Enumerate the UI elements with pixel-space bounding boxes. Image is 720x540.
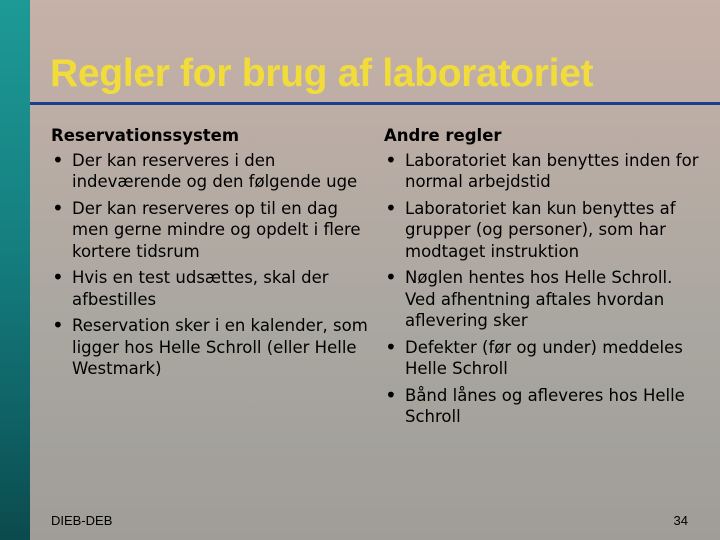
right-bullet-list [384, 147, 704, 428]
bullet-icon: • [385, 147, 397, 172]
list-item [384, 267, 704, 332]
bullet-icon: • [385, 265, 397, 289]
bullet-text: Hvis en test udsættes, skal der afbestilles [72, 268, 329, 309]
bullet-icon: • [52, 195, 64, 220]
bullet-icon: • [385, 334, 397, 359]
bullet-text: Nøglen hentes hos Helle Schroll. Ved afhentning aftales hvordan aflevering sker [405, 268, 673, 330]
list-item [51, 195, 371, 263]
bullet-icon: • [385, 195, 397, 220]
bullet-text: Reservation sker i en kalender, som ligger hos Helle Schroll (eller Helle Westmark) [72, 316, 368, 378]
right-column [384, 125, 704, 433]
bullet-icon: • [52, 313, 64, 337]
footer-label: DIEB-DEB [51, 513, 113, 528]
bullet-text: Laboratoriet kan kun benyttes af grupper (og personer), som har modtaget instruktion [405, 198, 676, 261]
bullet-text: Defekter (før og under) meddeles Helle Schroll [405, 337, 683, 378]
bullet-icon: • [385, 382, 397, 407]
left-column-heading: Reservationssystem [51, 126, 240, 145]
list-item [51, 147, 371, 193]
slide-title: Regler for brug af laboratoriet [50, 52, 594, 95]
side-accent-bar [0, 0, 30, 540]
list-item [51, 315, 371, 380]
bullet-text: Laboratoriet kan benyttes inden for normal arbejdstid [405, 150, 699, 191]
list-item [384, 195, 704, 263]
bullet-text: Der kan reserveres op til en dag men gerne mindre og opdelt i flere kortere tidsrum [72, 198, 361, 261]
left-bullet-list [51, 147, 371, 380]
bullet-text: Bånd lånes og afleveres hos Helle Schroll [405, 385, 685, 426]
title-underline [30, 102, 720, 105]
bullet-text: Der kan reserveres i den indeværende og den følgende uge [72, 150, 358, 191]
list-item [384, 382, 704, 428]
page-number: 34 [673, 513, 688, 528]
bullet-icon: • [52, 147, 64, 172]
list-item [384, 334, 704, 380]
left-column [51, 125, 371, 385]
list-item [51, 267, 371, 310]
bullet-icon: • [52, 265, 64, 289]
right-column-heading: Andre regler [384, 126, 502, 145]
list-item [384, 147, 704, 193]
